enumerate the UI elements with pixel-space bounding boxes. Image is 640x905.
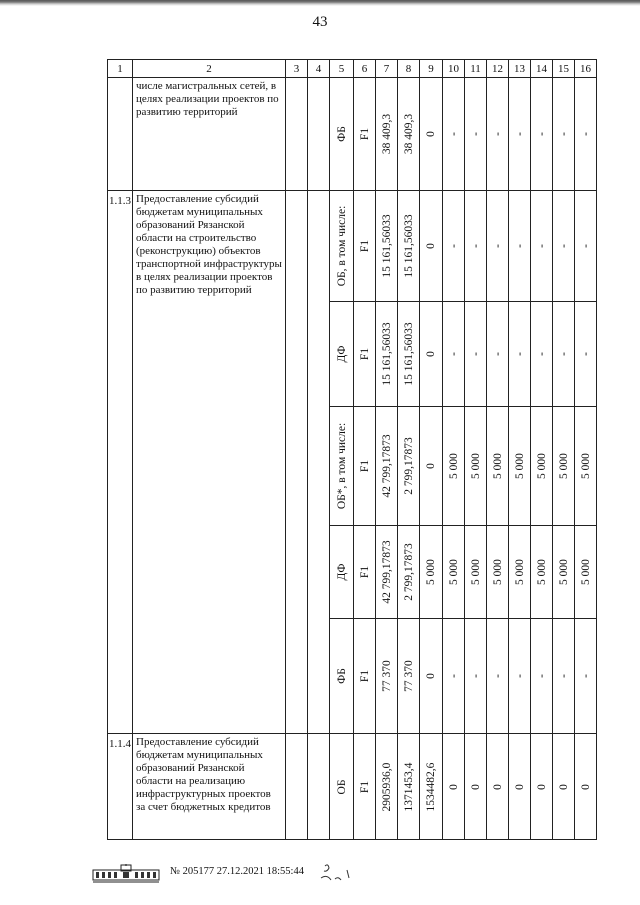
amount-col-16-cell <box>575 526 597 619</box>
total-amount-cell <box>376 302 398 407</box>
amount-col-15: 0 <box>557 783 570 790</box>
amount-col-12-cell <box>487 78 509 191</box>
amount-col-15: - <box>557 132 570 136</box>
amount-col-10-cell <box>443 526 465 619</box>
project-code-cell <box>354 78 376 191</box>
amount-col-8-cell <box>398 191 420 302</box>
amount-col-15: - <box>557 674 570 678</box>
amount-col-9-cell <box>420 78 443 191</box>
amount-col-13: - <box>513 674 526 678</box>
item-number <box>108 78 133 191</box>
budget-table <box>107 59 597 840</box>
amount-col-13-cell <box>509 407 531 526</box>
column-number: 16 <box>575 60 597 78</box>
column-number: 2 <box>133 60 286 78</box>
amount-col-12: 5 000 <box>491 453 504 479</box>
empty-cell <box>286 78 308 191</box>
amount-col-16: 0 <box>579 783 592 790</box>
amount-col-16: 5 000 <box>579 559 592 585</box>
amount-col-10: - <box>447 352 460 356</box>
amount-col-14-cell <box>531 526 553 619</box>
amount-col-11-cell <box>465 191 487 302</box>
amount-col-14: 5 000 <box>535 559 548 585</box>
funding-source: ФБ <box>335 668 348 684</box>
amount-col-11-cell <box>465 302 487 407</box>
amount-col-16: 5 000 <box>579 453 592 479</box>
amount-col-8-cell <box>398 526 420 619</box>
amount-col-10-cell <box>443 78 465 191</box>
amount-col-8: 15 161,56033 <box>402 322 415 386</box>
amount-col-11-cell <box>465 734 487 840</box>
amount-col-11: - <box>469 352 482 356</box>
amount-col-14-cell <box>531 191 553 302</box>
empty-cell <box>308 78 330 191</box>
amount-col-9-cell <box>420 526 443 619</box>
amount-col-16: - <box>579 674 592 678</box>
item-number: 1.1.3 <box>108 191 133 734</box>
column-number: 8 <box>398 60 420 78</box>
amount-col-12: 5 000 <box>491 559 504 585</box>
amount-col-13: 5 000 <box>513 559 526 585</box>
column-number: 1 <box>108 60 133 78</box>
amount-col-10: - <box>447 674 460 678</box>
funding-source: ДФ <box>335 345 348 363</box>
funding-source: ДФ <box>335 563 348 581</box>
total-amount-cell <box>376 191 398 302</box>
amount-col-15-cell <box>553 302 575 407</box>
project-code-cell <box>354 619 376 734</box>
funding-source: ФБ <box>335 126 348 142</box>
amount-col-10: - <box>447 132 460 136</box>
amount-col-12: - <box>491 352 504 356</box>
amount-col-12-cell <box>487 302 509 407</box>
project-code: F1 <box>358 239 371 253</box>
amount-col-9-cell <box>420 191 443 302</box>
column-number: 7 <box>376 60 398 78</box>
total-amount: 42 799,17873 <box>380 434 393 498</box>
funding-source-cell <box>330 734 354 840</box>
item-number: 1.1.4 <box>108 734 133 840</box>
table-row <box>108 78 597 191</box>
amount-col-11-cell <box>465 407 487 526</box>
signature-mark <box>317 862 362 884</box>
amount-col-9: 5 000 <box>425 559 437 585</box>
amount-col-14-cell <box>531 619 553 734</box>
empty-cell <box>308 191 330 734</box>
column-number: 9 <box>420 60 443 78</box>
amount-col-12: - <box>491 244 504 248</box>
project-code: F1 <box>358 565 371 579</box>
project-code: F1 <box>358 347 371 361</box>
project-code-cell <box>354 302 376 407</box>
total-amount: 2905936,0 <box>380 762 393 811</box>
column-number: 4 <box>308 60 330 78</box>
document-footer <box>92 862 552 886</box>
header-row <box>108 60 597 78</box>
column-number: 5 <box>330 60 354 78</box>
amount-col-10: - <box>447 244 460 248</box>
amount-col-8-cell <box>398 619 420 734</box>
amount-col-15-cell <box>553 526 575 619</box>
total-amount-cell <box>376 407 398 526</box>
amount-col-9: 0 <box>425 243 437 249</box>
amount-col-13-cell <box>509 619 531 734</box>
amount-col-8: 15 161,56033 <box>402 214 415 278</box>
amount-col-14-cell <box>531 78 553 191</box>
amount-col-13: 0 <box>513 783 526 790</box>
amount-col-15-cell <box>553 407 575 526</box>
page-number: 43 <box>312 14 328 30</box>
project-code: F1 <box>358 127 371 141</box>
table-row <box>108 191 597 302</box>
amount-col-13-cell <box>509 191 531 302</box>
total-amount: 42 799,17873 <box>380 540 393 604</box>
amount-col-8: 77 370 <box>402 660 415 692</box>
amount-col-9-cell <box>420 407 443 526</box>
total-amount: 15 161,56033 <box>380 214 393 278</box>
amount-col-11: 0 <box>469 783 482 790</box>
amount-col-8: 38 409,3 <box>402 113 415 155</box>
funding-source-cell <box>330 191 354 302</box>
amount-col-9-cell <box>420 734 443 840</box>
amount-col-13-cell <box>509 734 531 840</box>
total-amount-cell <box>376 526 398 619</box>
amount-col-8: 2 799,17873 <box>402 437 415 495</box>
column-number: 6 <box>354 60 376 78</box>
empty-cell <box>286 191 308 734</box>
amount-col-13: - <box>513 352 526 356</box>
amount-col-8-cell <box>398 78 420 191</box>
amount-col-14: - <box>535 674 548 678</box>
amount-col-11: 5 000 <box>469 559 482 585</box>
amount-col-9-cell <box>420 619 443 734</box>
funding-source-cell <box>330 302 354 407</box>
amount-col-13-cell <box>509 526 531 619</box>
registry-logo-icon <box>92 864 160 884</box>
amount-col-10: 5 000 <box>447 559 460 585</box>
amount-col-8: 2 799,17873 <box>402 543 415 601</box>
amount-col-12-cell <box>487 407 509 526</box>
project-code-cell <box>354 407 376 526</box>
column-number: 11 <box>465 60 487 78</box>
amount-col-16-cell <box>575 734 597 840</box>
amount-col-12-cell <box>487 191 509 302</box>
project-code-cell <box>354 191 376 302</box>
amount-col-13: - <box>513 244 526 248</box>
amount-col-14: - <box>535 244 548 248</box>
amount-col-11-cell <box>465 619 487 734</box>
project-code-cell <box>354 734 376 840</box>
amount-col-12: 0 <box>491 783 504 790</box>
funding-source-cell <box>330 619 354 734</box>
item-description: Предоставление субсидий бюджетам муниципальных образований Рязанской области на реализацию инфраструктурных проектов за счет бюджетных кредитов <box>133 734 286 840</box>
amount-col-9-cell <box>420 302 443 407</box>
amount-col-14: - <box>535 352 548 356</box>
funding-source: ОБ*, в том числе: <box>335 422 348 510</box>
amount-col-15-cell <box>553 619 575 734</box>
amount-col-10: 5 000 <box>447 453 460 479</box>
registration-stamp: № 205177 27.12.2021 18:55:44 <box>170 866 304 877</box>
amount-col-9: 0 <box>425 673 437 679</box>
amount-col-16: - <box>579 132 592 136</box>
item-description: Предоставление субсидий бюджетам муниципальных образований Рязанской области на строительство (реконструкцию) объектов транспортной инфраструктуры в целях реализации проектов по развитию территорий <box>133 191 286 734</box>
amount-col-15-cell <box>553 734 575 840</box>
amount-col-13: - <box>513 132 526 136</box>
amount-col-13-cell <box>509 302 531 407</box>
amount-col-14: - <box>535 132 548 136</box>
amount-col-15: - <box>557 352 570 356</box>
amount-col-16: - <box>579 352 592 356</box>
amount-col-11: - <box>469 674 482 678</box>
amount-col-15: 5 000 <box>557 453 570 479</box>
amount-col-9: 0 <box>425 131 437 137</box>
amount-col-16-cell <box>575 407 597 526</box>
project-code: F1 <box>358 780 371 793</box>
amount-col-11: 5 000 <box>469 453 482 479</box>
total-amount: 38 409,3 <box>380 113 393 155</box>
amount-col-12-cell <box>487 526 509 619</box>
amount-col-12-cell <box>487 619 509 734</box>
column-number: 15 <box>553 60 575 78</box>
amount-col-14-cell <box>531 407 553 526</box>
amount-col-11: - <box>469 132 482 136</box>
amount-col-8: 1371453,4 <box>402 762 415 811</box>
column-number: 12 <box>487 60 509 78</box>
total-amount: 15 161,56033 <box>380 322 393 386</box>
amount-col-10-cell <box>443 191 465 302</box>
funding-source-cell <box>330 407 354 526</box>
amount-col-16: - <box>579 244 592 248</box>
amount-col-16-cell <box>575 302 597 407</box>
amount-col-10-cell <box>443 407 465 526</box>
amount-col-14-cell <box>531 302 553 407</box>
column-number: 14 <box>531 60 553 78</box>
amount-col-10-cell <box>443 302 465 407</box>
amount-col-14-cell <box>531 734 553 840</box>
total-amount: 77 370 <box>380 660 393 692</box>
amount-col-10: 0 <box>447 783 460 790</box>
column-number: 10 <box>443 60 465 78</box>
amount-col-16-cell <box>575 191 597 302</box>
table-row <box>108 734 597 840</box>
funding-source: ОБ, в том числе: <box>335 205 348 287</box>
empty-cell <box>308 734 330 840</box>
project-code: F1 <box>358 669 371 683</box>
amount-col-8-cell <box>398 302 420 407</box>
amount-col-15: 5 000 <box>557 559 570 585</box>
amount-col-8-cell <box>398 407 420 526</box>
amount-col-10-cell <box>443 734 465 840</box>
amount-col-13: 5 000 <box>513 453 526 479</box>
item-description: числе магистральных сетей, в целях реализации проектов по развитию территорий <box>133 78 286 191</box>
amount-col-12: - <box>491 132 504 136</box>
amount-col-11-cell <box>465 526 487 619</box>
amount-col-12-cell <box>487 734 509 840</box>
total-amount-cell <box>376 78 398 191</box>
scan-edge <box>0 0 640 6</box>
amount-col-9: 0 <box>425 351 437 357</box>
amount-col-16-cell <box>575 78 597 191</box>
funding-source-cell <box>330 526 354 619</box>
amount-col-11: - <box>469 244 482 248</box>
column-number: 13 <box>509 60 531 78</box>
amount-col-10-cell <box>443 619 465 734</box>
amount-col-16-cell <box>575 619 597 734</box>
column-number: 3 <box>286 60 308 78</box>
project-code: F1 <box>358 459 371 473</box>
project-code-cell <box>354 526 376 619</box>
amount-col-15: - <box>557 244 570 248</box>
funding-source: ОБ <box>335 779 348 794</box>
funding-source-cell <box>330 78 354 191</box>
amount-col-15-cell <box>553 78 575 191</box>
amount-col-9: 1534482,6 <box>425 762 437 811</box>
amount-col-14: 0 <box>535 783 548 790</box>
amount-col-15-cell <box>553 191 575 302</box>
total-amount-cell <box>376 619 398 734</box>
amount-col-12: - <box>491 674 504 678</box>
amount-col-8-cell <box>398 734 420 840</box>
amount-col-13-cell <box>509 78 531 191</box>
total-amount-cell <box>376 734 398 840</box>
amount-col-9: 0 <box>425 463 437 469</box>
empty-cell <box>286 734 308 840</box>
amount-col-14: 5 000 <box>535 453 548 479</box>
amount-col-11-cell <box>465 78 487 191</box>
